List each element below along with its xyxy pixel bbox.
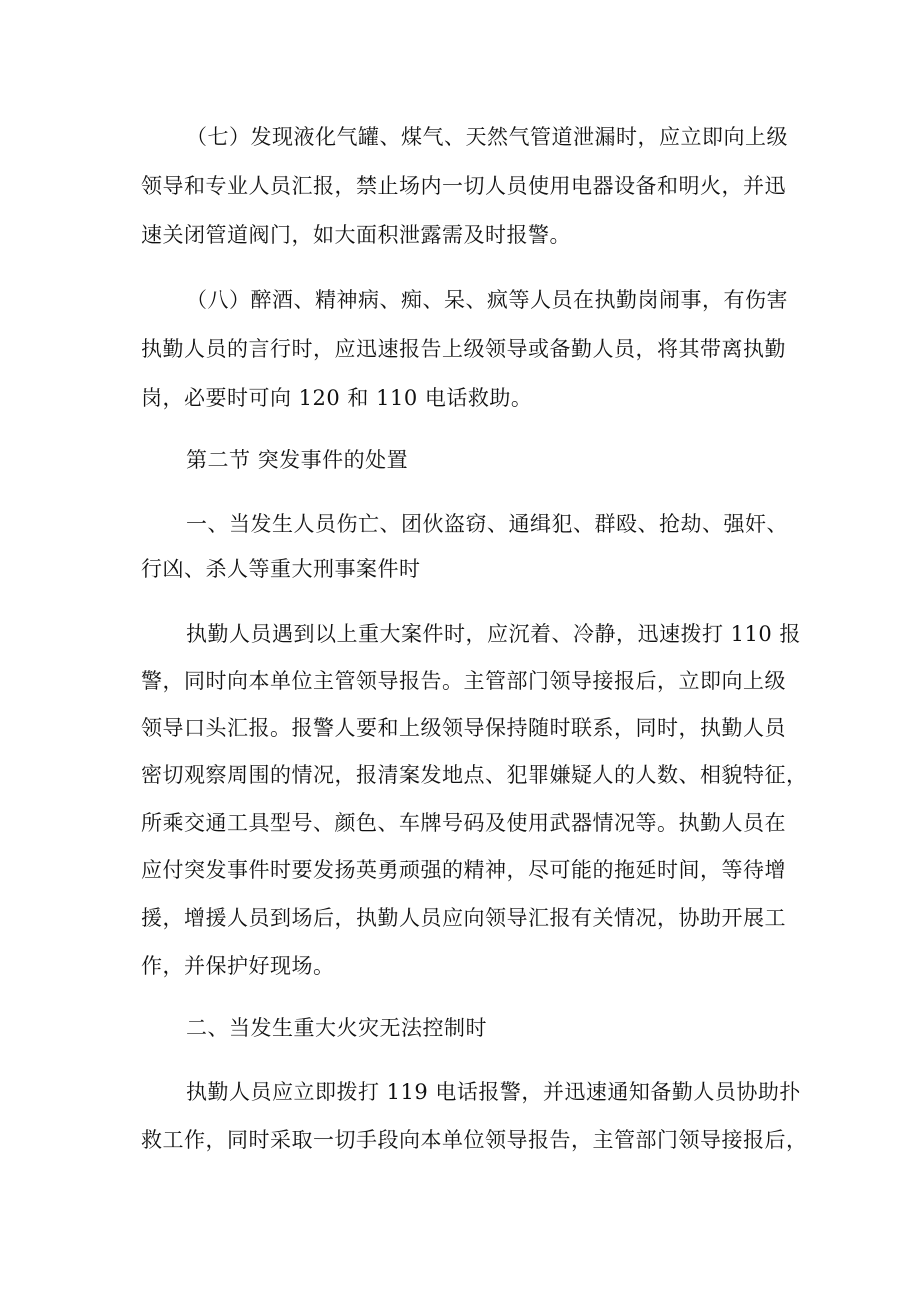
body-1-line-8: 作，并保护好现场。 xyxy=(141,954,335,978)
paragraph-7-line-2: 领导和专业人员汇报，禁止场内一切人员使用电器设备和明火，并迅 xyxy=(141,174,786,198)
paragraph-7-line-3: 速关闭管道阀门，如大面积泄露需及时报警。 xyxy=(141,223,571,247)
section-heading: 第二节 突发事件的处置 xyxy=(186,448,409,472)
paragraph-7-line-1: （七）发现液化气罐、煤气、天然气管道泄漏时，应立即向上级 xyxy=(186,125,788,149)
paragraph-8-line-3: 岗，必要时可向 120 和 110 电话救助。 xyxy=(141,386,533,410)
body-1-line-3: 领导口头汇报。报警人要和上级领导保持随时联系，同时，执勤人员 xyxy=(141,716,786,740)
heading-2: 二、当发生重大火灾无法控制时 xyxy=(186,1016,487,1040)
heading-1-line-1: 一、当发生人员伤亡、团伙盗窃、通缉犯、群殴、抢劫、强奸、 xyxy=(186,512,788,536)
body-2-line-2: 救工作，同时采取一切手段向本单位领导报告，主管部门领导接报后， xyxy=(141,1128,808,1152)
body-1-line-1: 执勤人员遇到以上重大案件时，应沉着、冷静，迅速拨打 110 报 xyxy=(186,622,801,646)
paragraph-8-line-1: （八）醉酒、精神病、痴、呆、疯等人员在执勤岗闹事，有伤害 xyxy=(186,288,788,312)
body-1-line-2: 警，同时向本单位主管领导报告。主管部门领导接报后，立即向上级 xyxy=(141,669,786,693)
heading-1-line-2: 行凶、杀人等重大刑事案件时 xyxy=(141,557,421,581)
paragraph-8-line-2: 执勤人员的言行时，应迅速报告上级领导或备勤人员，将其带离执勤 xyxy=(141,337,786,361)
body-1-line-5: 所乘交通工具型号、颜色、车牌号码及使用武器情况等。执勤人员在 xyxy=(141,811,786,835)
body-1-line-7: 援，增援人员到场后，执勤人员应向领导汇报有关情况，协助开展工 xyxy=(141,906,786,930)
body-1-line-6: 应付突发事件时要发扬英勇顽强的精神，尽可能的拖延时间，等待增 xyxy=(141,858,786,882)
body-1-line-4: 密切观察周围的情况，报清案发地点、犯罪嫌疑人的人数、相貌特征， xyxy=(141,763,808,787)
body-2-line-1: 执勤人员应立即拨打 119 电话报警，并迅速通知备勤人员协助扑 xyxy=(186,1080,801,1104)
